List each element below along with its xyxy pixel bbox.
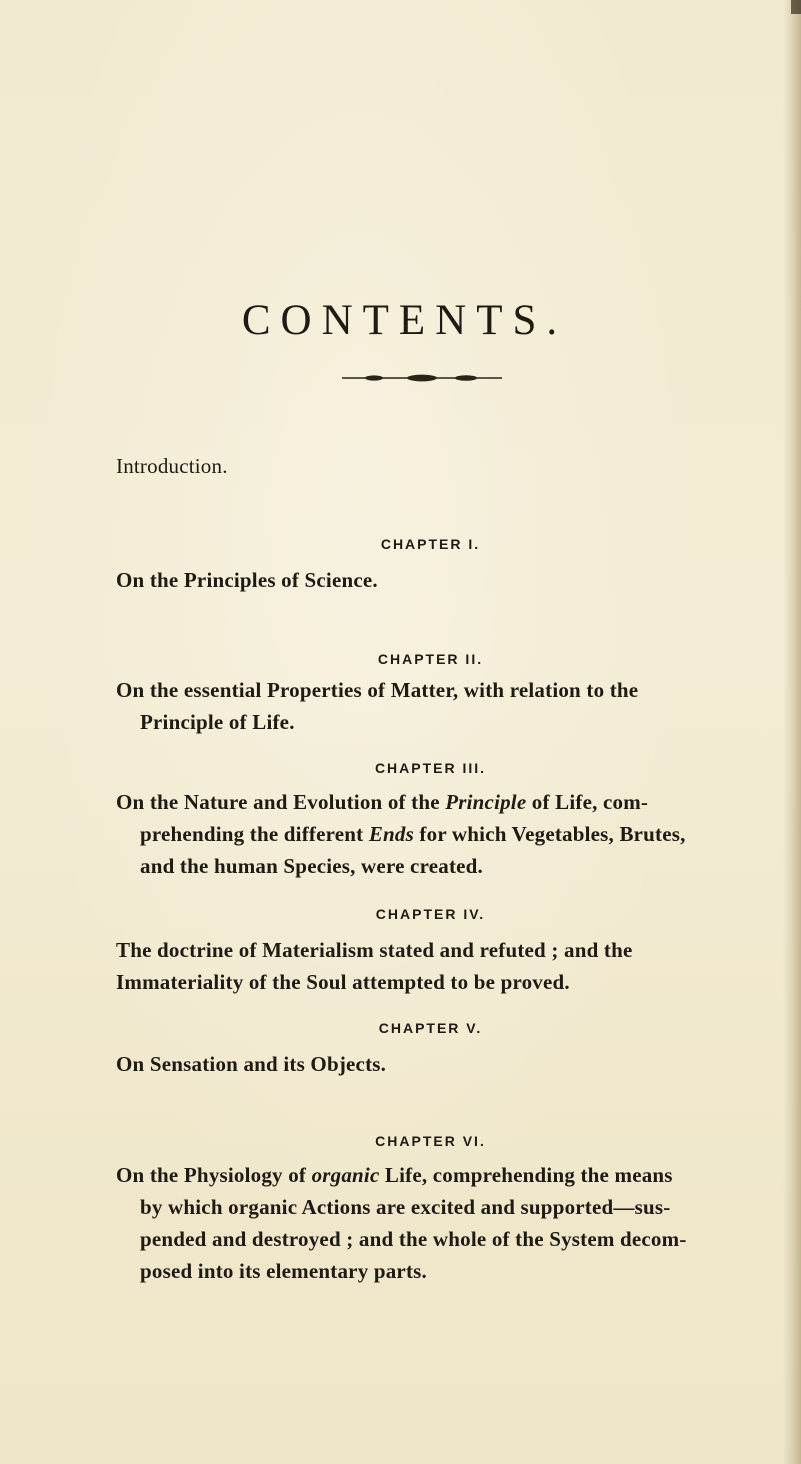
chapter-6-line-3: pended and destroyed ; and the whole of the System decom- bbox=[140, 1227, 687, 1251]
chapter-3-title bbox=[116, 786, 765, 882]
chapter-1-label: CHAPTER I. bbox=[380, 536, 481, 552]
chapter-3-line-1-text-a: On the Nature and Evolution of the bbox=[116, 790, 446, 814]
chapter-1-line-1: On the Principles of Science. bbox=[116, 568, 378, 592]
chapter-2-line-2: Principle of Life. bbox=[140, 710, 295, 734]
chapter-2-line-1: On the essential Properties of Matter, with relation to the bbox=[116, 678, 639, 702]
chapter-2-title bbox=[116, 674, 765, 738]
chapter-6-label: CHAPTER VI. bbox=[375, 1133, 486, 1149]
chapter-1-title bbox=[116, 564, 765, 596]
chapter-3-label: CHAPTER III. bbox=[374, 760, 487, 776]
chapter-3-line-2-text-a: prehending the different bbox=[140, 822, 369, 846]
chapter-3-line-3: and the human Species, were created. bbox=[140, 854, 483, 878]
contents-heading: CONTENTS. bbox=[241, 297, 568, 344]
chapter-4-label: CHAPTER IV. bbox=[375, 906, 486, 922]
page-edge-shading bbox=[783, 0, 801, 1464]
chapter-3-emphasis-ends: Ends bbox=[368, 822, 414, 846]
chapter-6-line-1-text-a: On the Physiology of bbox=[116, 1163, 312, 1187]
chapter-6-emphasis-organic: organic bbox=[311, 1163, 380, 1187]
chapter-6-line-1 bbox=[116, 1163, 673, 1187]
chapter-6-title bbox=[116, 1159, 765, 1287]
chapter-6-line-4: posed into its elementary parts. bbox=[140, 1259, 427, 1283]
introduction-entry: Introduction. bbox=[116, 454, 228, 478]
chapter-2-label: CHAPTER II. bbox=[377, 651, 484, 667]
chapter-3-line-1-text-b: of Life, com- bbox=[526, 790, 649, 814]
chapter-3-line-1 bbox=[116, 790, 648, 814]
chapter-4-title bbox=[116, 934, 765, 998]
page-corner-mark bbox=[791, 0, 801, 14]
chapter-3-line-2 bbox=[116, 818, 765, 850]
chapter-6-line-1-text-b: Life, comprehending the means bbox=[379, 1163, 673, 1187]
chapter-5-title bbox=[116, 1048, 765, 1080]
chapter-4-line-2: Immateriality of the Soul attempted to be proved. bbox=[116, 970, 570, 994]
chapter-5-label: CHAPTER V. bbox=[378, 1020, 483, 1036]
chapter-3-line-2-text-b: for which Vegetables, Brutes, bbox=[413, 822, 686, 846]
chapter-3-emphasis-principle: Principle bbox=[445, 790, 527, 814]
chapter-4-line-1: The doctrine of Materialism stated and refuted ; and the bbox=[116, 938, 633, 962]
ornament-divider bbox=[342, 374, 502, 382]
chapter-6-line-2: by which organic Actions are excited and supported—sus- bbox=[140, 1195, 671, 1219]
chapter-5-line-1: On Sensation and its Objects. bbox=[116, 1052, 387, 1076]
